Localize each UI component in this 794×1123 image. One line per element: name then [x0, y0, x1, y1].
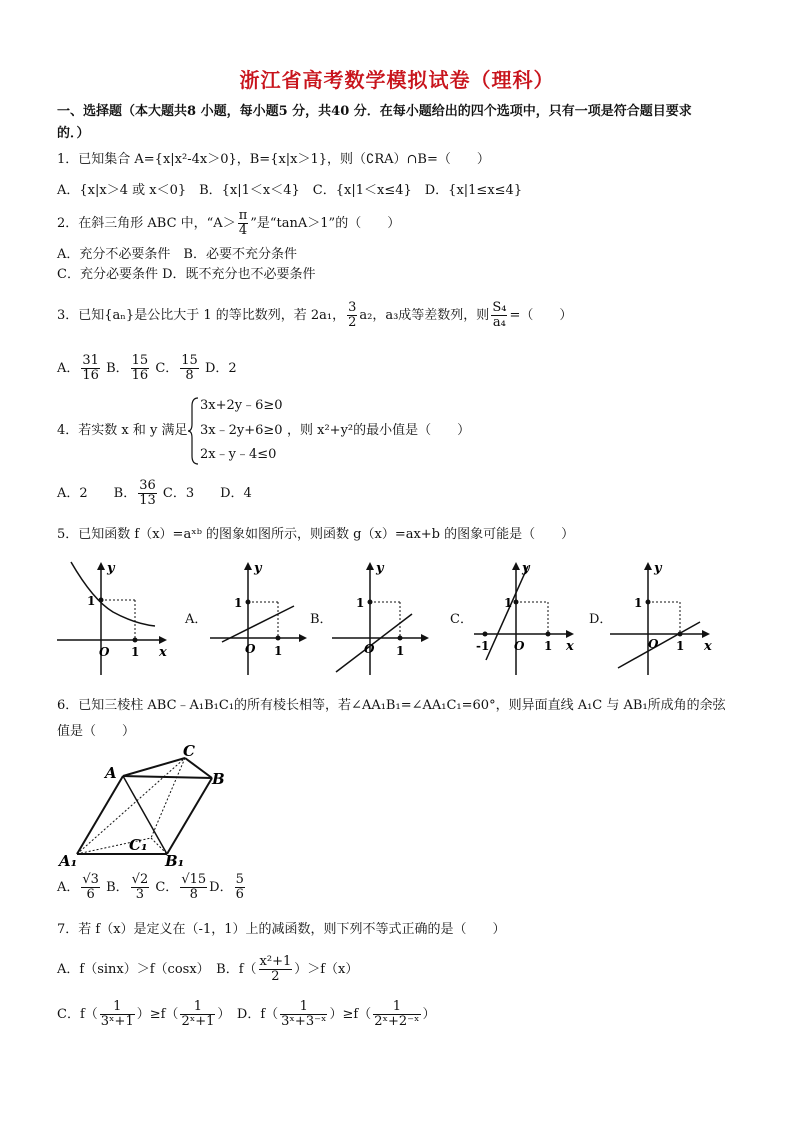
frac-den: 3ˣ+1 — [100, 1014, 134, 1029]
frac-num: 1 — [280, 1000, 327, 1015]
q3-options — [57, 350, 237, 388]
origin-label: O — [514, 639, 525, 653]
q3-optC-frac — [180, 354, 199, 382]
q7-optC-frac1 — [100, 1000, 135, 1028]
axis-label-y: y — [376, 561, 384, 576]
q3-optA-den: 16 — [82, 368, 99, 383]
q6-optA-num: √3 — [82, 872, 99, 888]
axis-label-y: y — [522, 561, 530, 576]
q3-stem-a: 3．已知{aₙ}是公比大于 1 的等比数列，若 2a₁， — [57, 308, 346, 323]
q3-frac1-den: 2 — [348, 315, 357, 330]
q3-optD: D．2 — [204, 361, 237, 376]
q6-options — [57, 869, 247, 907]
section-heading-line2: 的．） — [57, 126, 90, 141]
q3-optB-num: 15 — [131, 353, 149, 369]
origin-label: O — [245, 642, 256, 656]
axis-label-x: x — [566, 639, 574, 654]
q3-frac1 — [347, 301, 357, 329]
q4-optB-frac — [138, 479, 157, 507]
q6-stem-1: 6．已知三棱柱 ABC﹣A₁B₁C₁的所有棱长相等，若∠AA₁B₁=∠AA₁C₁=60°，则异面直线 A₁C 与 AB₁所成角的余弦 — [57, 698, 726, 713]
q1-stem: 1．已知集合 A={x|x²-4x＞0}，B={x|x＞1}，则（∁RA）∩B=（ ） — [57, 152, 490, 167]
q4-stem-b: ，则 x²+y²的最小值是（ ） — [287, 423, 471, 438]
frac-num: 1 — [373, 1000, 420, 1015]
q7-line-c-b: ）≥f（ — [136, 1007, 179, 1022]
q1-options: A．{x|x＞4 或 x＜0} B．{x|1＜x＜4} C．{x|1＜x≤4} D．{x|1≤x≤4} — [57, 183, 523, 198]
q2-frac-num: π — [238, 208, 248, 224]
q2-options-1: A．充分不必要条件 B．必要不充分条件 — [57, 247, 297, 262]
q5-graph-f — [55, 560, 175, 680]
q4-optC: C．3 D．4 — [162, 486, 252, 501]
q4-optA: A．2 B． — [57, 486, 137, 501]
q5-graph-B — [330, 560, 435, 680]
q3-optB-frac — [131, 354, 150, 382]
q6-optC-den: 8 — [189, 887, 198, 902]
tick-label-1-x: 1 — [676, 639, 685, 653]
q3-optA-label: A． — [57, 361, 80, 376]
origin-label: O — [648, 637, 659, 651]
q3-stem-b: a₂，a₃成等差数列，则 — [359, 308, 490, 323]
origin-label: O — [364, 642, 375, 656]
q6-optA-frac — [81, 873, 100, 901]
q7-optC-frac2 — [180, 1000, 215, 1028]
vertex-B1: B₁ — [165, 852, 185, 870]
q6-optD-den: 6 — [235, 887, 244, 902]
q5-graph-A — [208, 560, 313, 680]
q4-stem-a: 4．若实数 x 和 y 满足 — [57, 423, 188, 438]
q5-stem: 5．已知函数 f（x）=aˣᵇ 的图象如图所示，则函数 g（x）=ax+b 的图象可能是（ ） — [57, 527, 575, 542]
frac-den: 3ˣ+3⁻ˣ — [281, 1014, 327, 1029]
q6-prism-figure — [55, 742, 235, 872]
q7-optB-num: x²+1 — [259, 954, 292, 970]
q7-optB-frac — [259, 955, 293, 983]
tick-label-neg1-x: -1 — [476, 639, 490, 653]
origin-label: O — [99, 645, 110, 659]
tick-label-1-y: 1 — [356, 596, 365, 610]
q6-optA-label: A． — [57, 880, 80, 895]
q3-optC-den: 8 — [185, 368, 194, 383]
vertex-B: B — [212, 770, 225, 788]
q4-optB-den: 13 — [139, 493, 156, 508]
q7-line-a: A．f（sinx）＞f（cosx） B．f（ — [57, 962, 257, 977]
q4-optB-num: 36 — [139, 478, 156, 494]
axis-label-y: y — [254, 561, 262, 576]
q6-optA-den: 6 — [86, 887, 95, 902]
vertex-C1: C₁ — [129, 836, 148, 854]
tick-label-1-y: 1 — [634, 596, 643, 610]
frac-den: 2ˣ+2⁻ˣ — [374, 1014, 420, 1029]
q5-option-C-label: C． — [450, 612, 473, 627]
q3-frac2 — [491, 301, 507, 329]
q5-option-A-label: A． — [185, 612, 208, 627]
q6-optB-den: 3 — [135, 887, 145, 902]
q6-optC-label: C． — [155, 880, 179, 895]
q7-optD-frac1 — [280, 1000, 327, 1028]
tick-label-1-x: 1 — [396, 644, 405, 658]
tick-label-1-x: 1 — [131, 645, 140, 659]
q7-line-b-end: ）＞f（x） — [294, 962, 359, 977]
page-title: 浙江省高考数学模拟试卷（理科） — [239, 68, 555, 92]
vertex-A: A — [105, 764, 117, 782]
q2-stem — [57, 207, 400, 241]
q7-line-c-c: ） D．f（ — [217, 1007, 279, 1022]
q4-constraint-1: 3x+2y﹣6≥0 — [200, 398, 283, 413]
q6-optD-num: 5 — [235, 872, 244, 888]
q5-graph-D — [608, 560, 718, 680]
q5-option-D-label: D． — [589, 612, 613, 627]
frac-num: 1 — [100, 1000, 135, 1015]
tick-label-1-y: 1 — [504, 596, 513, 610]
q3-optA-num: 31 — [82, 353, 99, 369]
q7-options-CD — [57, 995, 436, 1035]
q7-line-d-c: ） — [422, 1007, 436, 1022]
q3-stem — [57, 296, 572, 336]
vertex-C: C — [183, 742, 195, 760]
q6-optC-num: √15 — [181, 872, 207, 888]
q3-optC-num: 15 — [181, 353, 198, 369]
q2-fraction — [238, 209, 249, 237]
q4-brace — [188, 396, 200, 466]
frac-den: 2ˣ+1 — [181, 1014, 215, 1029]
q4-constraint-2: 3x﹣2y+6≥0 — [200, 423, 283, 438]
q6-optC-frac — [180, 873, 207, 901]
q6-optD-label: D． — [209, 880, 233, 895]
q5-graph-C — [472, 560, 580, 680]
axis-label-y: y — [107, 561, 115, 576]
q6-optB-label: B． — [106, 880, 129, 895]
q6-optB-frac — [131, 873, 150, 901]
q3-frac1-num: 3 — [348, 300, 357, 316]
q2-options-2: C．充分必要条件 D．既不充分也不必要条件 — [57, 267, 316, 282]
tick-label-1-x: 1 — [544, 639, 553, 653]
q7-line-c-a: C．f（ — [57, 1007, 98, 1022]
axis-label-x: x — [159, 645, 167, 660]
axis-label-y: y — [654, 561, 662, 576]
q7-line-d-b: ）≥f（ — [329, 1007, 372, 1022]
tick-label-1-y: 1 — [234, 596, 243, 610]
q3-optC-label: C． — [155, 361, 179, 376]
q7-optB-den: 2 — [271, 969, 280, 984]
q2-frac-den: 4 — [238, 223, 248, 238]
tick-label-1-x: 1 — [274, 644, 283, 658]
q4-options — [57, 476, 252, 512]
q7-options-AB — [57, 950, 358, 990]
frac-num: 1 — [180, 1000, 215, 1015]
q3-frac2-den: a₄ — [492, 315, 506, 330]
q3-frac2-num: S₄ — [492, 300, 507, 316]
q7-optD-frac2 — [373, 1000, 420, 1028]
axis-label-x: x — [704, 639, 712, 654]
q3-optA-frac — [81, 354, 100, 382]
q5-option-B-label: B． — [310, 612, 333, 627]
q3-optB-label: B． — [106, 361, 129, 376]
q2-stem-b: ”是“tanA＞1”的（ ） — [250, 216, 401, 231]
q7-stem: 7．若 f（x）是定义在（-1，1）上的减函数，则下列不等式正确的是（ ） — [57, 922, 506, 937]
vertex-A1: A₁ — [59, 852, 78, 870]
q4-constraint-3: 2x﹣y﹣4≤0 — [200, 447, 277, 462]
q3-optB-den: 16 — [131, 368, 149, 383]
q3-stem-c: =（ ） — [509, 308, 573, 323]
q6-optB-num: √2 — [131, 872, 149, 888]
tick-label-1-y: 1 — [87, 594, 96, 608]
q2-stem-a: 2．在斜三角形 ABC 中，“A＞ — [57, 216, 236, 231]
q6-stem-2: 值是（ ） — [57, 724, 136, 739]
section-heading-line1: 一、选择题（本大题共8 小题，每小题5 分，共40 分．在每小题给出的四个选项中，只有一项是符合题目要求 — [57, 104, 692, 119]
q6-optD-frac — [235, 873, 245, 901]
